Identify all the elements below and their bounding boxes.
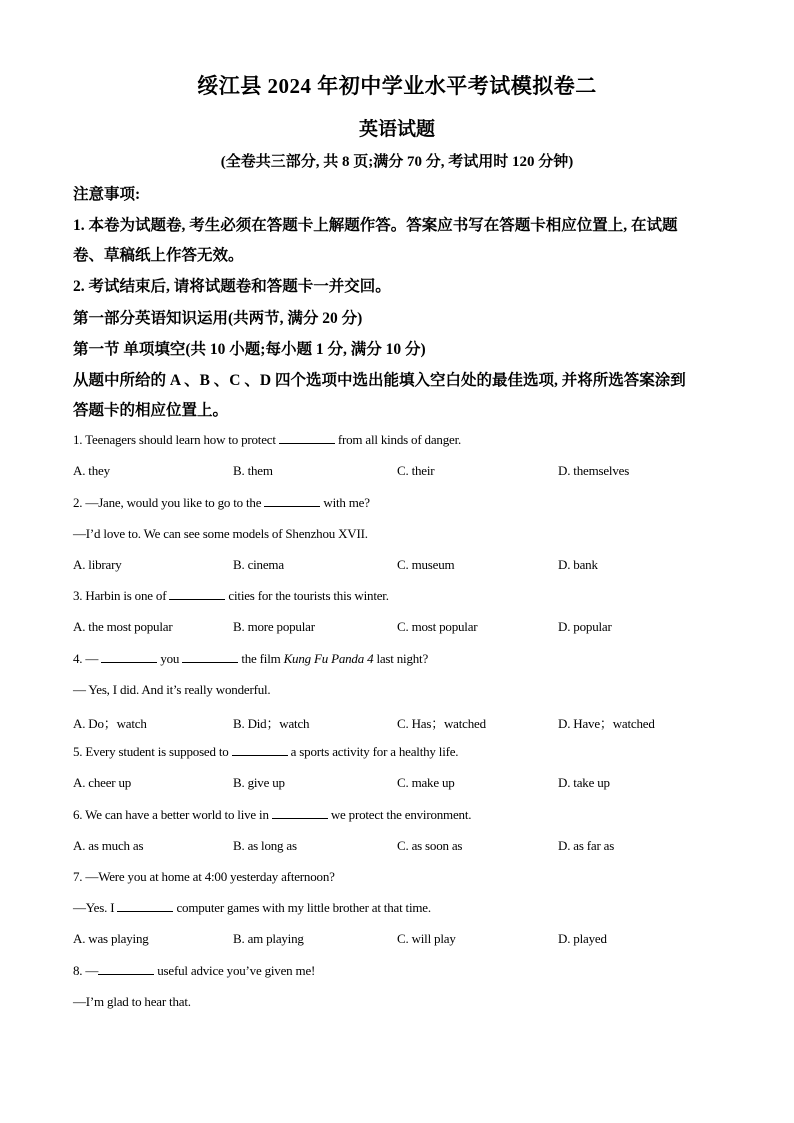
q6-option-b: B. as long as (233, 838, 297, 853)
answer-blank (264, 496, 320, 507)
q7-option-a: A. was playing (73, 931, 149, 946)
exam-subtitle: 英语试题 (358, 119, 435, 140)
question-7-reply: —Yes. I computer games with my little brother at that time. (73, 900, 431, 915)
question-5: 5. Every student is supposed to a sports activity for a healthy life. (73, 744, 459, 759)
q1-option-d: D. themselves (558, 463, 630, 478)
question-6: 6. We can have a better world to live in we protect the environment. (73, 807, 472, 822)
q5-option-c: C. make up (397, 775, 455, 790)
part-1-heading: 第一部分英语知识运用(共两节, 满分 20 分) (73, 310, 363, 327)
q1-option-c: C. their (397, 463, 435, 478)
film-title: Kung Fu Panda 4 (283, 651, 374, 666)
question-4-reply: — Yes, I did. And it’s really wonderful. (73, 682, 271, 697)
q2-option-b: B. cinema (233, 557, 284, 572)
answer-blank (101, 652, 157, 663)
q6-option-c: C. as soon as (397, 838, 463, 853)
answer-blank (279, 433, 335, 444)
answer-blank (169, 589, 225, 600)
q1-option-a: A. they (73, 463, 110, 478)
q5-option-a: A. cheer up (73, 775, 132, 790)
question-8-reply: —I’m glad to hear that. (73, 994, 191, 1009)
section-1-heading: 第一节 单项填空(共 10 小题;每小题 1 分, 满分 10 分) (73, 341, 426, 358)
answer-blank (182, 652, 238, 663)
q4-option-a: A. Do；watch (73, 716, 147, 731)
question-2: 2. —Jane, would you like to go to the with me? (73, 495, 370, 510)
instruction-line-1: 从题中所给的 A 、B 、C 、D 四个选项中选出能填入空白处的最佳选项, 并将所选答案涂到 (73, 372, 686, 389)
question-7: 7. —Were you at home at 4:00 yesterday afternoon? (73, 869, 335, 884)
answer-blank (117, 901, 173, 912)
notes-heading: 注意事项: (73, 186, 141, 203)
q1-option-b: B. them (233, 463, 273, 478)
q7-option-c: C. will play (397, 931, 456, 946)
exam-title: 绥江县 2024 年初中学业水平考试模拟卷二 (197, 74, 597, 98)
note-1-line-1: 1. 本卷为试题卷, 考生必须在答题卡上解题作答。答案应书写在答题卡相应位置上, 在试题 (73, 217, 678, 234)
q3-option-d: D. popular (558, 619, 612, 634)
question-1: 1. Teenagers should learn how to protect from all kinds of danger. (73, 432, 462, 447)
instruction-line-2: 答题卡的相应位置上。 (73, 402, 229, 419)
q6-option-d: D. as far as (558, 838, 615, 853)
question-4: 4. — you the film Kung Fu Panda 4 last night? (73, 651, 429, 666)
q4-option-b: B. Did；watch (233, 716, 310, 731)
q4-option-c: C. Has；watched (397, 716, 486, 731)
q4-option-d: D. Have；watched (558, 716, 655, 731)
note-2: 2. 考试结束后, 请将试题卷和答题卡一并交回。 (73, 278, 391, 295)
q7-option-b: B. am playing (233, 931, 304, 946)
q2-option-d: D. bank (558, 557, 598, 572)
q3-option-a: A. the most popular (73, 619, 173, 634)
exam-meta: (全卷共三部分, 共 8 页;满分 70 分, 考试用时 120 分钟) (220, 154, 574, 170)
question-8: 8. — useful advice you’ve given me! (73, 963, 316, 978)
q7-option-d: D. played (558, 931, 607, 946)
q3-option-b: B. more popular (233, 619, 315, 634)
answer-blank (272, 808, 328, 819)
answer-blank (98, 964, 154, 975)
q2-option-c: C. museum (397, 557, 455, 572)
answer-blank (232, 745, 288, 756)
q3-option-c: C. most popular (397, 619, 478, 634)
q5-option-b: B. give up (233, 775, 285, 790)
q6-option-a: A. as much as (73, 838, 144, 853)
question-2-reply: —I’d love to. We can see some models of Shenzhou XVII. (73, 526, 368, 541)
question-3: 3. Harbin is one of cities for the tourists this winter. (73, 588, 389, 603)
q2-option-a: A. library (73, 557, 122, 572)
note-1-line-2: 卷、草稿纸上作答无效。 (73, 247, 244, 264)
q5-option-d: D. take up (558, 775, 610, 790)
